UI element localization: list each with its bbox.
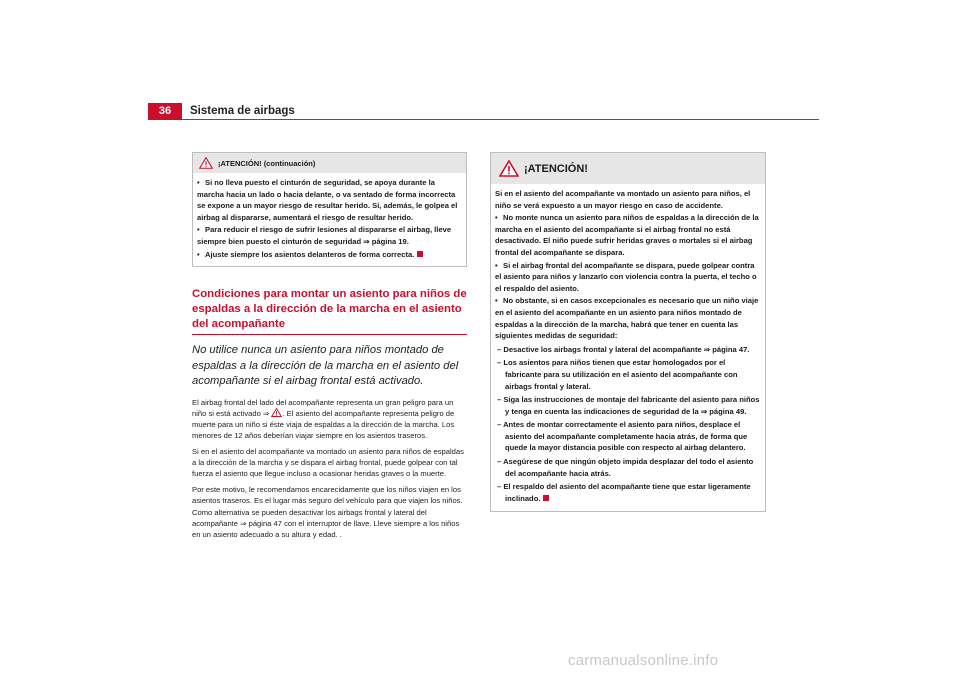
dash-item: – Antes de montar correctamente el asiento para niños, desplace el asiento del acompañante completamente hacia atrás, de forma que quede la mayor distancia posible con respecto al airbag delantero.: [497, 420, 748, 453]
warning-item: • No obstante, si en casos excepcionales es necesario que un niño viaje en el asiento del acompañante en un asiento para niños montado de espaldas a la dirección de la marcha, habrá que tener en cuenta las siguientes medidas de seguridad:: [495, 296, 759, 341]
body-paragraph: Si en el asiento del acompañante va montado un asiento para niños de espaldas a la dirección de la marcha y se dispara el airbag frontal, puede golpear con tal fuerza el asiento que llegue incluso a ocasionar heridas graves o la muerte.: [192, 447, 464, 479]
bullet-icon: •: [495, 296, 498, 306]
warning-item: • Para reducir el riesgo de sufrir lesiones al dispararse el airbag, lleve siempre bien puesto el cinturón de seguridad ⇒ página 19.: [197, 225, 452, 246]
bullet-icon: •: [197, 249, 200, 259]
bullet-icon: •: [495, 260, 498, 270]
body-paragraph: El airbag frontal del lado del acompañante representa un gran peligro para un niño si está activado ⇒ . El asiento del acompañante representa peligro de muerte para un niño si éste viaja de espaldas a la dirección de la marcha. Los menores de 12 años deberían viajar siempre en los asientos traseros.: [192, 397, 455, 440]
warning-triangle-icon: [199, 157, 213, 169]
dash-item: – Desactive los airbags frontal y lateral del acompañante ⇒ página 47.: [497, 344, 750, 354]
warning-box: [490, 152, 766, 512]
warning-triangle-icon: [499, 160, 519, 177]
left-column: [192, 152, 467, 545]
page-header: [0, 0, 960, 125]
dash-item: – Los asientos para niños tienen que estar homologados por el fabricante para su utilización en el asiento del acompañante con airbags frontal y lateral.: [497, 358, 738, 391]
warning-heading: ¡ATENCIÓN! (continuación): [218, 158, 316, 168]
warning-item: • Si no lleva puesto el cinturón de seguridad, se apoya durante la marcha hacia un lado o hacia delante, o va sentado de forma incorrecta se expone a un mayor riesgo de resultar herido. Si, además, le golpea el airbag al dispararse, aumentará el riesgo de resultar herido.: [197, 178, 458, 222]
warning-body: [491, 184, 765, 511]
right-column: [490, 152, 766, 512]
header-rule: [182, 119, 819, 120]
warning-intro: Si en el asiento del acompañante va montado un asiento para niños, el niño se verá expuesto a un mayor riesgo en caso de accidente.: [495, 189, 751, 210]
section-lead: No utilice nunca un asiento para niños montado de espaldas a la dirección de la marcha en el asiento del acompañante si el airbag frontal está activado.: [192, 344, 459, 388]
page-title: Sistema de airbags: [190, 105, 295, 117]
bullet-icon: •: [197, 178, 200, 187]
dash-item: – El respaldo del asiento del acompañante tiene que estar ligeramente inclinado.: [497, 482, 751, 503]
warning-box-header: [491, 153, 765, 184]
warning-box-header: [193, 153, 466, 173]
end-mark-icon: [417, 251, 423, 257]
bullet-icon: •: [495, 213, 498, 223]
dash-item: – Siga las instrucciones de montaje del fabricante del asiento para niños y tenga en cuenta las indicaciones de seguridad de la ⇒ página 49.: [497, 395, 760, 416]
warning-body: [193, 173, 466, 266]
warning-item: • No monte nunca un asiento para niños de espaldas a la dirección de la marcha en el asiento del acompañante si el airbag frontal no está desactivado. El niño puede sufrir heridas graves o mortales si el airbag frontal del acompañante se dispara.: [495, 213, 759, 257]
dash-item: – Asegúrese de que ningún objeto impida desplazar del todo el asiento del acompañante hacia atrás.: [497, 457, 754, 478]
body-paragraph: Por este motivo, le recomendamos encarecidamente que los niños viajen en los asientos traseros. Es el lugar más seguro del vehículo para que viajen los niños. Como alternativa se pueden desactivar los airbags frontal y lateral del acompañante ⇒ página 47 con el interruptor de llave. Lleve siempre a los niños en un asiento adecuado a su altura y edad. .: [192, 485, 463, 539]
watermark: carmanualsonline.info: [568, 652, 719, 669]
section-body: [192, 397, 467, 540]
section-title: Condiciones para montar un asiento para niños de espaldas a la dirección de la marcha en el asiento del acompañante: [192, 287, 467, 335]
end-mark-icon: [543, 495, 549, 501]
warning-item: • Ajuste siempre los asientos delanteros de forma correcta.: [197, 249, 462, 261]
page-number: 36: [148, 103, 182, 120]
warning-heading: ¡ATENCIÓN!: [524, 162, 588, 175]
warning-item: • Si el airbag frontal del acompañante se dispara, puede golpear contra el asiento para niños y lanzarlo con violencia contra la puerta, el techo o el respaldo del asiento.: [495, 260, 757, 293]
warning-box-continued: [192, 152, 467, 267]
bullet-icon: •: [197, 225, 200, 235]
warning-triangle-icon: [271, 408, 282, 417]
